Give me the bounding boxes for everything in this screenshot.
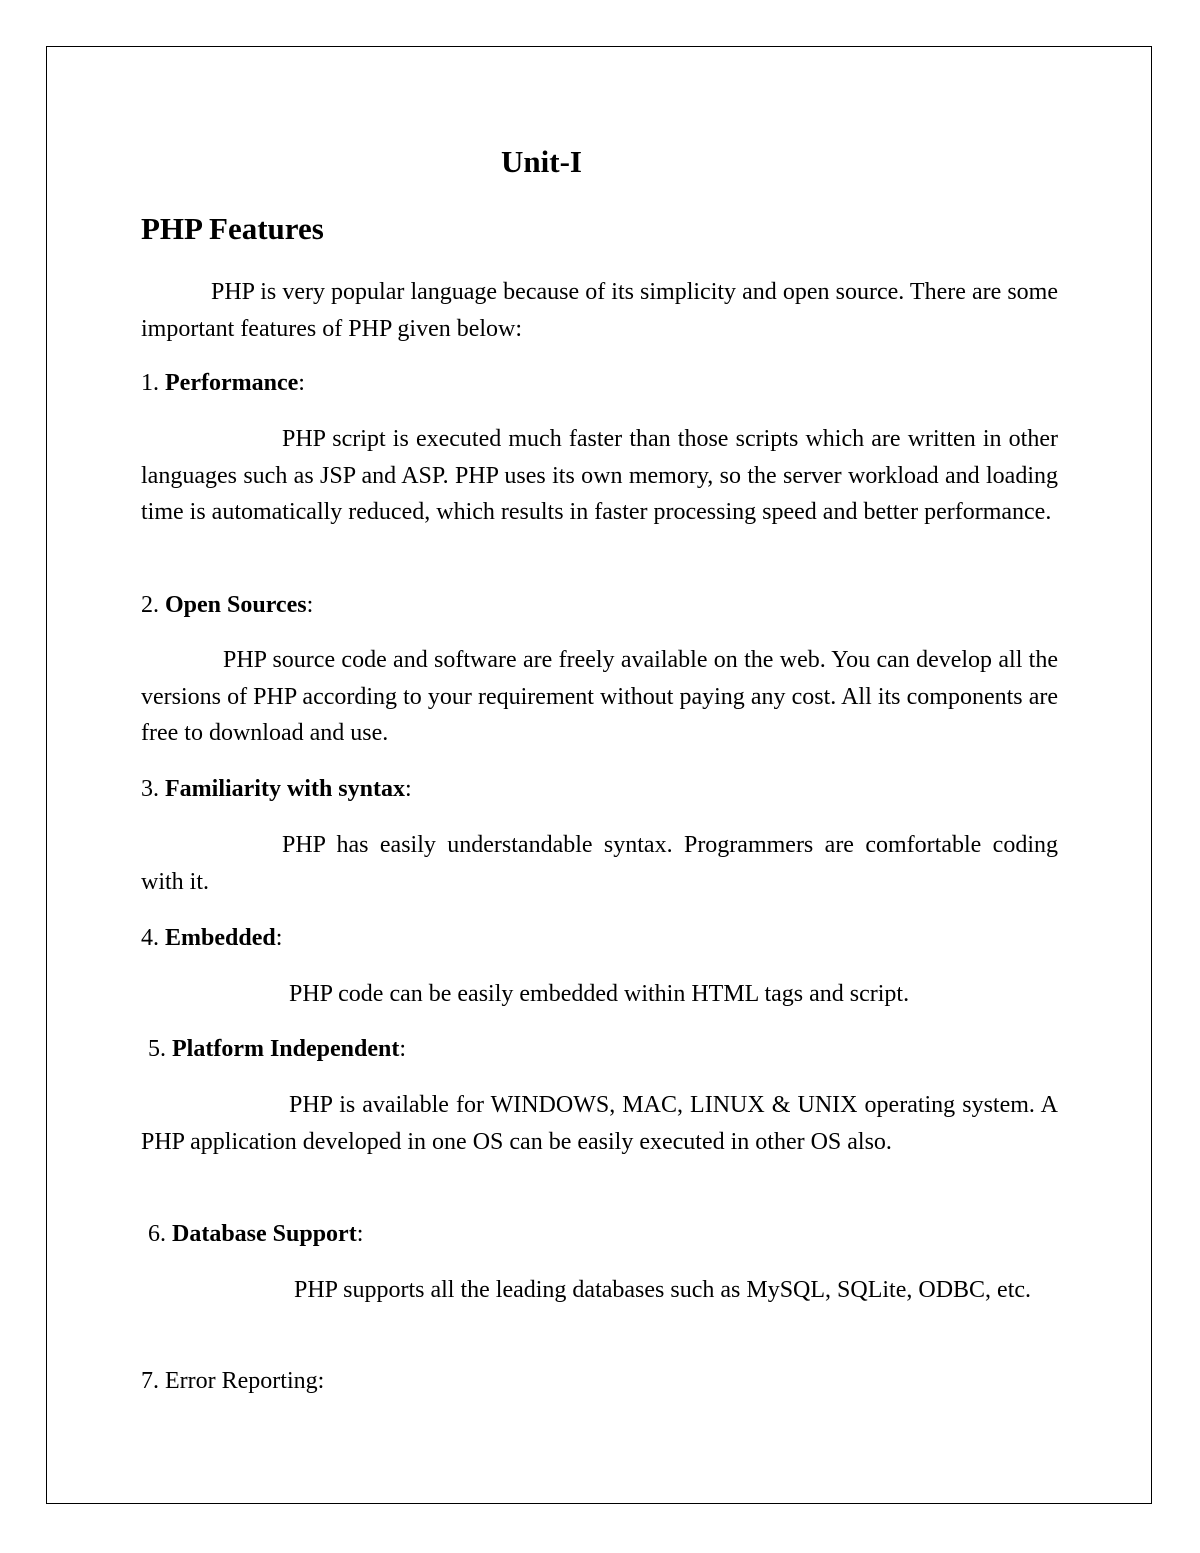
feature-number: 4.	[141, 925, 159, 951]
intro-paragraph: PHP is very popular language because of its simplicity and open source. There are some important features of PHP given below:	[141, 279, 1058, 342]
feature-description-familiarity-with-syntax: PHP has easily understandable syntax. Programmers are comfortable coding with it.	[141, 832, 1058, 895]
feature-name: Performance	[165, 370, 299, 396]
feature-heading-platform-independent	[148, 1031, 406, 1067]
feature-name: Error Reporting:	[165, 1368, 325, 1394]
unit-title: Unit-I	[501, 144, 582, 179]
feature-suffix: :	[306, 592, 314, 618]
feature-description-embedded: PHP code can be easily embedded within HTML tags and script.	[289, 981, 910, 1007]
feature-number: 5.	[148, 1036, 166, 1062]
feature-name: Database Support	[172, 1221, 357, 1247]
feature-number: 6.	[148, 1221, 166, 1247]
feature-name: Embedded	[165, 925, 276, 951]
feature-name: Platform Independent	[172, 1036, 400, 1062]
feature-heading-error-reporting	[141, 1363, 324, 1399]
feature-suffix: :	[298, 370, 305, 396]
feature-number: 7.	[141, 1368, 159, 1394]
section-title: PHP Features	[141, 211, 324, 246]
feature-number: 3.	[141, 776, 159, 802]
feature-suffix: :	[399, 1036, 407, 1062]
feature-heading-embedded	[141, 920, 282, 956]
feature-description-open-sources: PHP source code and software are freely available on the web. You can develop all the versions of PHP according to your requirement without paying any cost. All its components are free to download and use.	[141, 647, 1058, 746]
feature-name: Familiarity with syntax	[165, 776, 405, 802]
feature-suffix: :	[275, 925, 283, 951]
feature-number: 1.	[141, 370, 159, 396]
feature-description-database-support: PHP supports all the leading databases such as MySQL, SQLite, ODBC, etc.	[294, 1277, 1032, 1303]
feature-heading-database-support	[148, 1216, 363, 1252]
feature-description-performance: PHP script is executed much faster than those scripts which are written in other languages such as JSP and ASP. PHP uses its own memory, so the server workload and loading time is automatically reduced, which results in faster processing speed and better performance.	[141, 426, 1058, 525]
feature-name: Open Sources	[165, 592, 307, 618]
feature-suffix: :	[405, 776, 412, 802]
feature-suffix: :	[356, 1221, 364, 1247]
feature-number: 2.	[141, 592, 159, 618]
feature-description-platform-independent: PHP is available for WINDOWS, MAC, LINUX & UNIX operating system. A PHP application developed in one OS can be easily executed in other OS also.	[141, 1092, 1058, 1155]
feature-heading-familiarity-with-syntax	[141, 771, 412, 807]
feature-heading-performance	[141, 365, 305, 401]
feature-heading-open-sources	[141, 587, 313, 623]
